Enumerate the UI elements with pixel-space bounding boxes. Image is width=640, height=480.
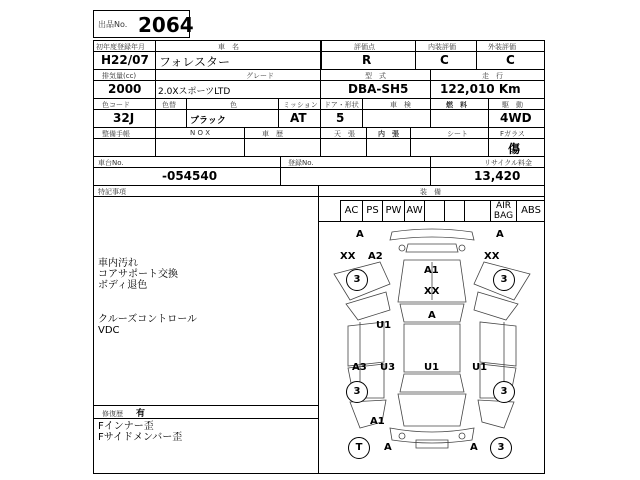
lot-number-box [93,10,194,38]
mark-a3-rear-left: A3 [352,362,367,373]
repair-note: Fサイドメンバー歪 [98,432,183,443]
first-reg-label: 初年度登録年月 [96,43,145,51]
exterior-label: 外装評価 [488,43,516,51]
remark-line: ボディ退色 [98,280,148,291]
sunroof-label: 天 張 [334,130,355,138]
score-value: R [362,53,372,67]
glass-value: 傷 [508,142,521,156]
mark-a1-hood: A1 [424,265,439,276]
circle-3-rear-right: 3 [493,381,515,403]
mark-xx-left: XX [340,251,356,262]
mileage-label: 走 行 [482,72,503,80]
repair-notes [98,421,182,443]
first-reg-value: H22/07 [101,53,149,67]
mileage-value: 122,010 Km [440,82,521,96]
mark-u1-right: U1 [472,362,488,373]
transmission-label: ミッション [283,101,318,109]
equipment-airbag: AIR BAG [493,201,514,221]
circle-3-front-left: 3 [346,269,368,291]
doors-label: ドア・形状 [324,101,359,109]
mark-xx-right: XX [484,251,500,262]
mark-u1-roof: U1 [424,362,440,373]
circle-3-front-right: 3 [493,269,515,291]
manual-label: 整備手帳 [102,130,130,138]
equipment-ac: AC [344,205,359,216]
type-label: 型 式 [365,72,386,80]
mark-a-roof-front: A [428,310,436,321]
remark-line: コアサポート交換 [98,269,178,280]
lot-number-label: 出品No. [98,20,128,29]
color-value: ブラック [190,116,226,126]
mark-a-front-left: A [356,229,364,240]
model-name-label: 車 名 [218,43,239,51]
remarks-block-1 [98,258,178,291]
interior-label: 内装評価 [428,43,456,51]
displacement-value: 2000 [108,82,142,96]
transmission-value: AT [290,111,307,125]
recycle-value: 13,420 [474,169,521,183]
exterior-value: C [506,53,515,67]
remark-line: クルーズコントロール [98,314,197,325]
color-code-value: 32J [113,111,135,125]
type-value: DBA-SH5 [348,82,409,96]
mark-a-front-right: A [496,229,504,240]
displacement-label: 排気量(cc) [102,72,137,80]
repair-value: 有 [136,409,146,419]
mark-a-bottom-right: A [470,442,478,453]
grade-value: 2.0XスポーツLTD [158,87,231,97]
lot-number: 2064 [138,13,194,37]
fuel-label: 燃 料 [446,101,467,109]
recycle-label: リサイクル料金 [484,159,533,167]
remark-line: VDC [98,325,120,336]
equipment-abs: ABS [521,205,541,216]
mark-a1-rear: A1 [370,416,385,427]
mark-u3-rear-left: U3 [380,362,396,373]
drive-label: 駆 動 [502,101,523,109]
grade-label: グレード [246,72,274,80]
color-change-label: 色替 [162,101,176,109]
equipment-aw: AW [406,205,423,216]
remark-line: 車内汚れ [98,258,138,269]
interior-trim-label: 内 張 [378,130,399,138]
reg-no-label: 登録No. [288,159,314,167]
score-label: 評価点 [354,43,375,51]
interior-value: C [440,53,449,67]
remarks-block-2 [98,314,197,336]
seat-label: シート [447,130,468,138]
doors-value: 5 [336,111,345,125]
equipment-pw: PW [385,205,402,216]
model-name-value: フォレスター [159,55,231,69]
glass-label: Fガラス [500,130,525,138]
history-label: 車 歴 [262,130,283,138]
mark-xx-hood: XX [424,286,440,297]
circle-3-rear-left: 3 [346,381,368,403]
chassis-label: 車台No. [98,159,124,167]
repair-label: 修復歴 [102,410,123,418]
circle-3-bottom-right: 3 [490,437,512,459]
circle-t-bottom-left: T [348,437,370,459]
remarks-label: 特記事項 [98,188,126,196]
inspection-label: 車 検 [390,101,411,109]
chassis-value: -054540 [162,169,218,183]
color-label: 色 [230,101,237,109]
equipment-ps: PS [366,205,379,216]
equipment-label: 装 備 [420,188,441,196]
repair-note: Fインナー歪 [98,421,154,432]
color-code-label: 色コード [102,101,130,109]
mark-a2-left: A2 [368,251,383,262]
drive-value: 4WD [500,111,532,125]
mark-a-bottom-left: A [384,442,392,453]
mark-u1-left: U1 [376,320,392,331]
nox-label: N O X [190,129,210,137]
